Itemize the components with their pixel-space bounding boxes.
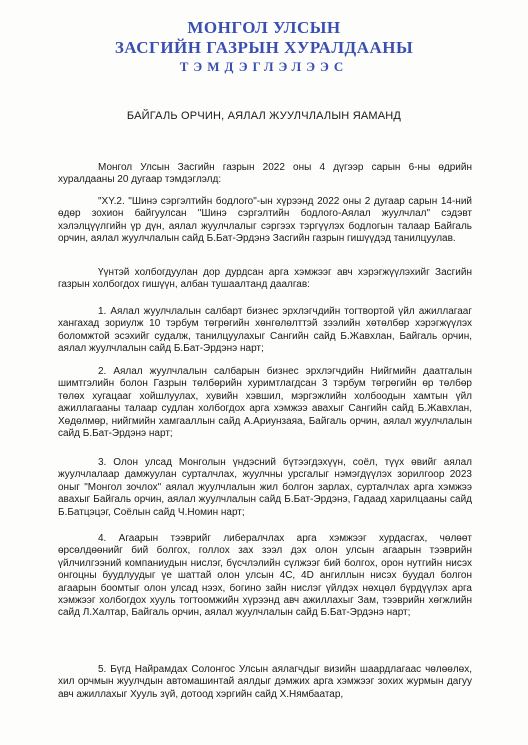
list-item-4: 4. Агаарын тээврийг либералчлах арга хэмжээг хурдасгах, чөлөөт өрсөлдөөнийг бий болгох, голлох зах зээл дэх олон улсын агаарын тээврийн үйлчилгээний компаниудын нислэг, бүсчлэлийн сүлжээг бий болгох, орон нутгийн нисэх онгоцны буудлуудыг үе шаттай олон улсын 4С, 4D ангиллын нисэх буудал болгон агаарын боомтыг олон улсад нээх, богино зайн нислэг үйлдэх нөхцөл бүрдүүлэх арга хэмжээг холбогдох хууль тогтоомжийн хүрээнд авч ажиллахыг Зам, тээврийн хөгжлийн сайд Л.Халтар, Байгаль орчин, аялал жуулчлалын сайд Б.Бат-Эрдэнэ нарт; [58, 533, 472, 619]
list-item-2: 2. Аялал жуулчлалын салбарын бизнес эрхлэгчдийн Нийгмийн даатгалын шимтгэлийн болон Газрын төлбөрийн хуримтлагдсан 3 тэрбум төгрөгийн өр төлбөр төлөх хугацааг хойшлуулах, хувийн хэвшил, мэргэжлийн холбоодын хамтын үйл ажиллагааны талаар судлан холбогдох арга хэмжээ авахыг Сангийн сайд Б.Жавхлан, Хөдөлмөр, нийгмийн хамгааллын сайд А.Ариунзаяа, Байгаль орчин, аялал жуулчлалын сайд Б.Бат-Эрдэнэ нарт; [58, 366, 472, 440]
paragraph-lead: Үүнтэй холбогдуулан дор дурдсан арга хэмжээг авч хэрэгжүүлэхийг Засгийн газрын холбогдох гишүүн, албан тушаалтанд даалгав: [58, 267, 472, 291]
letterhead [0, 18, 528, 76]
letterhead-line-1: МОНГОЛ УЛСЫН [187, 18, 341, 37]
list-item-1: 1. Аялал жуулчлалын салбарт бизнес эрхлэгчдийн тогтвортой үйл ажиллагааг хангахад зориулж 10 тэрбум төгрөгийн хөнгөлөлттэй зээлийн хөтөлбөр хэрэгжүүлэх боломжтой эсэхийг судалж, танилцуулахыг Сангийн сайд Б.Жавхлан, Байгаль орчин, аялал жуулчлалын сайд Б.Бат-Эрдэнэ нарт; [58, 306, 472, 355]
document-title: БАЙГАЛЬ ОРЧИН, АЯЛАЛ ЖУУЛЧЛАЛЫН ЯАМАНД [126, 110, 402, 122]
list-item-5: 5. Бүгд Найрамдах Солонгос Улсын аялагчдыг визийн шаардлагаас чөлөөлөх, хил орчмын жуулчдын автомашинтай аялдыг дэмжих арга хэмжээг зохих журмын дагуу авч ажиллахыг Хууль зүй, дотоод хэргийн сайд Х.Нямбаатар, [58, 664, 472, 700]
paragraph-intro: Монгол Улсын Засгийн газрын 2022 оны 4 дүгээр сарын 6-ны өдрийн хуралдааны 20 дугаар тэмдэглэлд: [58, 162, 472, 186]
letterhead-line-3: ТЭМДЭГЛЭЛЭЭС [179, 59, 349, 74]
paragraph-quote: "XY.2. "Шинэ сэргэлтийн бодлого"-ын хүрээнд 2022 оны 2 дугаар сарын 14-ний өдөр зохион байгуулсан "Шинэ сэргэлтийн бодлого-Аялал жуулчлал" сэдэвт хэлэлцүүлгийн үр дүн, аялал жуулчлалыг сэргээх тэргүүлэх бодлогын талаар Байгаль орчин, аялал жуулчлалын сайд Б.Бат-Эрдэнэ Засгийн газрын гишүүдэд танилцуулав. [58, 196, 472, 245]
list-item-3: 3. Олон улсад Монголын үндэсний бүтээгдэхүүн, соёл, түүх өвийг аялал жуулчлалаар дамжуулан сурталчлах, жуулчны урсгалыг нэмэгдүүлэх зорилгоор 2023 оныг "Монгол зочлох" аялал жуулчлалын жил болгон зарлах, сурталчлах арга хэмжээ авахыг Байгаль орчин, аялал жуулчлалын сайд Б.Бат-Эрдэнэ, Гадаад харилцааны сайд Б.Батцэцэг, Соёлын сайд Ч.Номин нарт; [58, 457, 472, 518]
letterhead-line-2: ЗАСГИЙН ГАЗРЫН ХУРАЛДААНЫ [114, 38, 414, 57]
